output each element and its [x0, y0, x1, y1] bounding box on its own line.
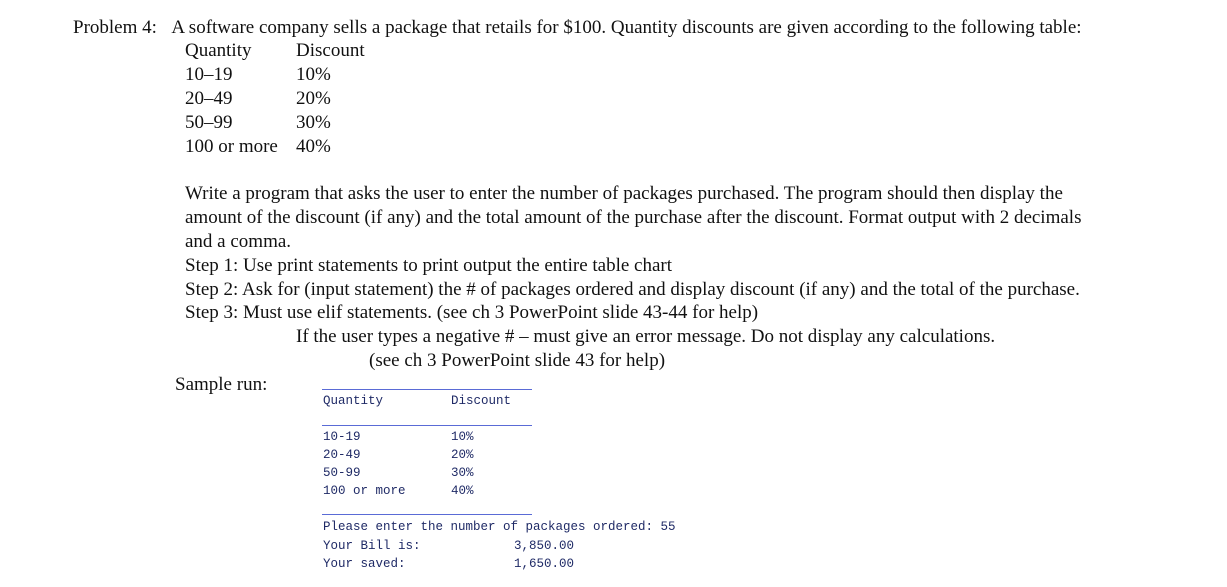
console-row-discount: 40%: [451, 484, 474, 498]
discount-table-cell: 20%: [296, 88, 331, 109]
step-2: Step 2: Ask for (input statement) the # of packages ordered and display discount (if any) and the total of the purchase.: [185, 279, 1080, 300]
console-saved-value: 1,650.00: [514, 557, 575, 571]
discount-table-header-quantity: Quantity: [185, 40, 252, 61]
console-rule-mid: [322, 425, 532, 426]
console-row-quantity: 10-19: [323, 430, 361, 444]
discount-table-header-discount: Discount: [296, 40, 365, 61]
console-rule-bottom: [322, 514, 532, 515]
discount-table-cell: 20–49: [185, 88, 233, 109]
error-help: (see ch 3 PowerPoint slide 43 for help): [369, 350, 666, 371]
discount-table-cell: 50–99: [185, 112, 233, 133]
problem-intro: A software company sells a package that retails for $100. Quantity discounts are given according to the following table:: [171, 17, 1082, 38]
discount-table-cell: 10%: [296, 64, 331, 85]
console-row-discount: 10%: [451, 430, 474, 444]
console-row-discount: 20%: [451, 448, 474, 462]
problem-heading: [73, 17, 1082, 39]
console-bill-value: 3,850.00: [514, 539, 575, 553]
sample-run-label: Sample run:: [175, 374, 268, 395]
problem-number: Problem 4:: [73, 17, 157, 38]
console-rule-top: [322, 389, 532, 390]
paragraph-line: amount of the discount (if any) and the total amount of the purchase after the discount. Format output with 2 decimals: [185, 207, 1082, 228]
step-3: Step 3: Must use elif statements. (see ch 3 PowerPoint slide 43-44 for help): [185, 302, 759, 323]
console-bill-label: Your Bill is:: [323, 539, 421, 553]
discount-table-cell: 100 or more: [185, 136, 278, 157]
console-header-quantity: Quantity: [323, 394, 384, 408]
error-note: If the user types a negative # – must give an error message. Do not display any calculations.: [296, 326, 996, 347]
console-row-discount: 30%: [451, 466, 474, 480]
discount-table-cell: 40%: [296, 136, 331, 157]
console-saved-label: Your saved:: [323, 557, 406, 571]
discount-table-cell: 30%: [296, 112, 331, 133]
step-1: Step 1: Use print statements to print output the entire table chart: [185, 255, 673, 276]
paragraph-line: and a comma.: [185, 231, 292, 252]
console-prompt: Please enter the number of packages ordered: 55: [323, 520, 676, 534]
paragraph-line: Write a program that asks the user to enter the number of packages purchased. The program should then display the: [185, 183, 1063, 204]
console-row-quantity: 50-99: [323, 466, 361, 480]
console-header-discount: Discount: [451, 394, 512, 408]
discount-table-cell: 10–19: [185, 64, 233, 85]
console-row-quantity: 100 or more: [323, 484, 406, 498]
console-row-quantity: 20-49: [323, 448, 361, 462]
